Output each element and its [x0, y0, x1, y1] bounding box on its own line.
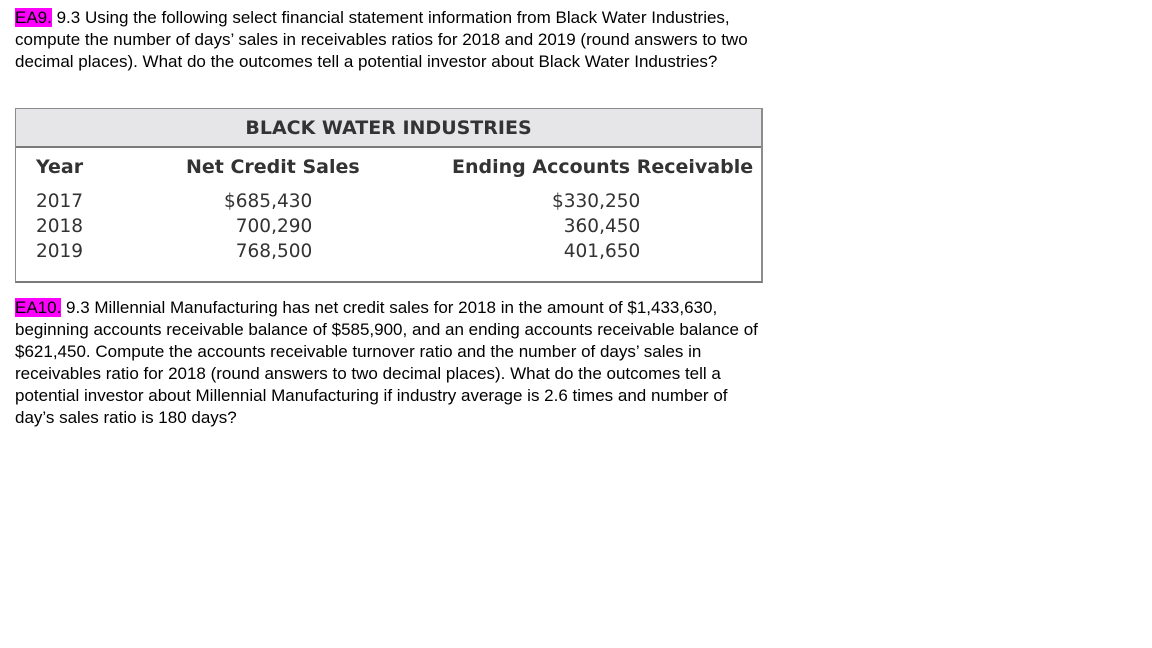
- problem-tag-ea10: EA10.: [15, 298, 62, 317]
- net-credit-sales-cell: 700,290: [235, 216, 313, 237]
- year-column: [36, 155, 83, 264]
- net-credit-sales-cell: $685,430: [224, 191, 313, 212]
- problem-ea10: [15, 297, 765, 429]
- net-credit-sales-header: Net Credit Sales: [186, 156, 360, 178]
- ending-accounts-receivable-cell: $330,250: [552, 191, 641, 212]
- net-credit-sales-column: [186, 155, 360, 264]
- ending-accounts-receivable-column: [452, 155, 754, 264]
- year-cell: 2019: [36, 241, 84, 262]
- problem-text-ea10: 9.3 Millennial Manufacturing has net credit sales for 2018 in the amount of $1,433,630, beginning accounts receivable balance of $585,900, and an ending accounts receivable balance of $621,450. Compute the accounts receivable turnover ratio and the number of days’ sales in receivables ratio for 2018 (round answers to two decimal places). What do the outcomes tell a potential investor about Millennial Manufacturing if industry average is 2.6 times and number of day’s sales ratio is 180 days?: [15, 298, 758, 427]
- ending-accounts-receivable-cell: 401,650: [563, 241, 641, 262]
- year-header: Year: [36, 156, 84, 178]
- net-credit-sales-cell: 768,500: [235, 241, 313, 262]
- year-cell: 2018: [36, 216, 84, 237]
- ending-accounts-receivable-cell: 360,450: [563, 216, 641, 237]
- problem-text-ea9: 9.3 Using the following select financial statement information from Black Water Industries, compute the number of days’ sales in receivables ratios for 2018 and 2019 (round answers to two decimal places). What do the outcomes tell a potential investor about Black Water Industries?: [15, 8, 748, 71]
- financial-table: [15, 108, 763, 283]
- problem-ea9: [15, 7, 765, 73]
- year-cell: 2017: [36, 191, 84, 212]
- ending-accounts-receivable-header: Ending Accounts Receivable: [452, 156, 754, 178]
- table-title: BLACK WATER INDUSTRIES: [16, 109, 761, 148]
- problem-tag-ea9: EA9.: [15, 8, 52, 27]
